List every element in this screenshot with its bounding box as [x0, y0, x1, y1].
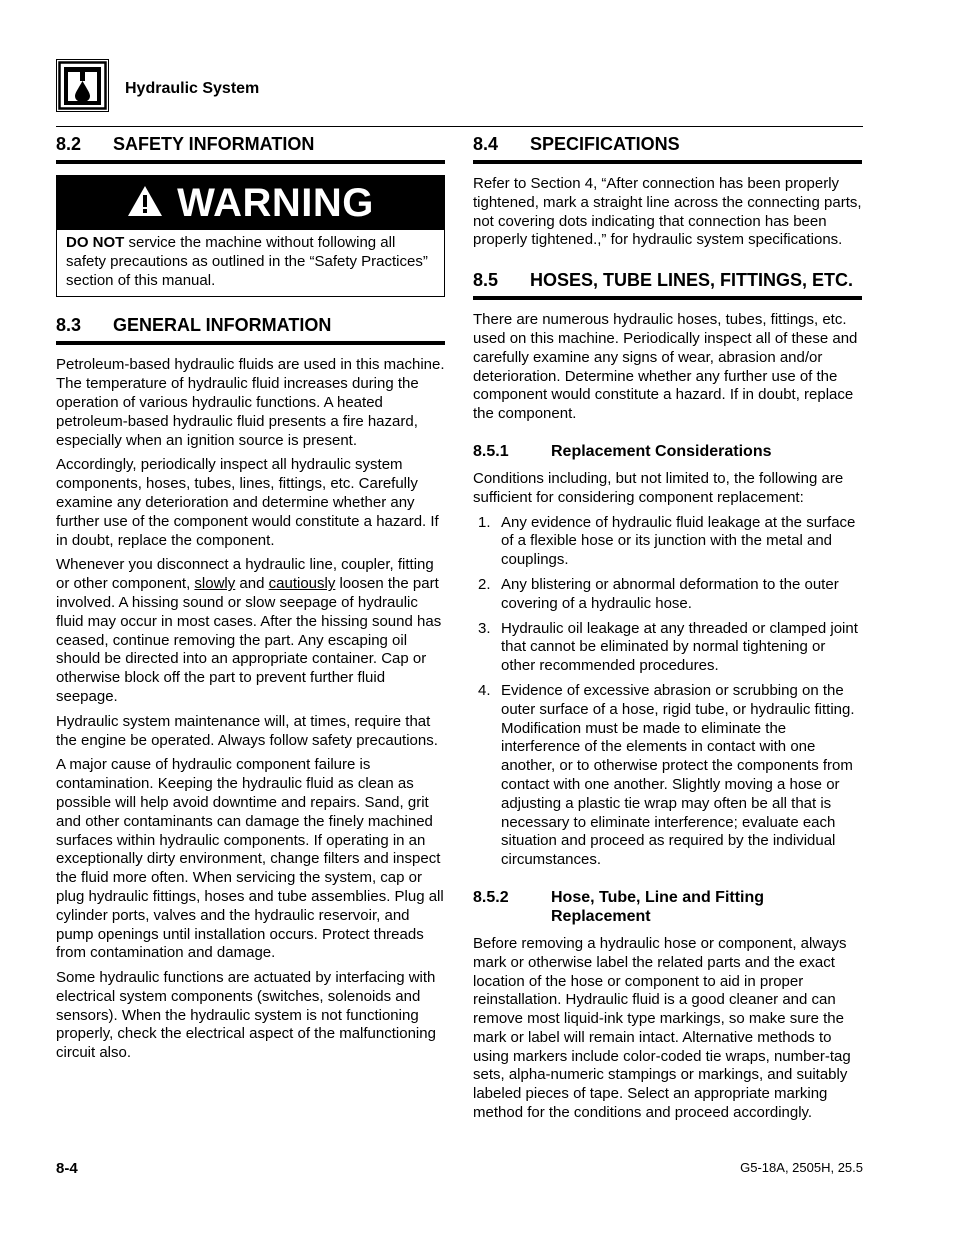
- paragraph: Conditions including, but not limited to, the following are sufficient for considering component replacement:: [473, 469, 844, 506]
- list-text: Any blistering or abnormal deformation to the outer covering of a hydraulic hose.: [501, 575, 839, 612]
- heading-number: 8.5.2: [473, 888, 509, 906]
- warning-banner: [57, 176, 444, 230]
- heading-title: SAFETY INFORMATION: [113, 134, 315, 154]
- warning-label: WARNING: [177, 180, 374, 225]
- paragraph: Accordingly, periodically inspect all hydraulic system components, hoses, tubes, lines, fittings, etc. Carefully examine any deterioration and determine whether any further use of the component would constitute a hazard. If in doubt, replace the component.: [56, 456, 439, 549]
- warning-box: [56, 175, 445, 297]
- header-divider: [56, 126, 863, 127]
- replacement-list: [473, 514, 862, 870]
- underlined-text: slowly: [194, 575, 236, 593]
- list-text: Evidence of excessive abrasion or scrubbing on the outer surface of a hose, rigid tube, or hydraulic fitting. Modification must be made to eliminate the interference of the elements in contact with one another, or to otherwise protect the components from contact with one another. Slightly moving a hose or adjusting a plastic tie wrap may often be all that is necessary to eliminate interference; evaluate each situation and proceed as required by the individual circumstances.: [501, 681, 855, 869]
- warning-triangle-icon: [127, 185, 163, 222]
- underlined-text: cautiously: [268, 575, 336, 593]
- warning-emphasis: DO NOT: [66, 234, 125, 251]
- document-id: G5-18A, 2505H, 25.5: [740, 1160, 863, 1175]
- text-run: loosen the part involved. A hissing sound or slow seepage of hydraulic fluid may occur in most cases. After the hissing sound has ceased, continue removing the part. Any escaping oil should be directed into an appropriate container. Cap or otherwise block off the part to prevent further fluid seepage.: [56, 575, 442, 705]
- heading-number: 8.5: [473, 270, 499, 291]
- heading-number: 8.4: [473, 134, 499, 154]
- paragraph: Some hydraulic functions are actuated by interfacing with electrical system components (switches, solenoids and sensors). When the hydraulic system is not functioning properly, check the electrical aspect of the malfunctioning circuit also.: [56, 969, 436, 1062]
- paragraph: [56, 556, 445, 706]
- list-item: [473, 514, 862, 570]
- section-header-title: Hydraulic System: [125, 80, 260, 97]
- heading-title: Replacement Considerations: [551, 442, 772, 460]
- heading-number: 8.5.1: [473, 442, 509, 460]
- heading-8-2: [56, 134, 445, 164]
- heading-8-4: [473, 134, 862, 164]
- heading-8-5-2: [473, 888, 862, 926]
- list-number: 4.: [478, 681, 491, 699]
- paragraph: Before removing a hydraulic hose or component, always mark or otherwise label the related parts and the exact location of the hose or component to aid in proper reinstallation. Hydraulic fluid is a good cleaner and can remove most liquid-ink type markings, so make sure the mark or label will remain intact. Alternative methods to using markers include color-coded tie wraps, number-tag sets, alpha-numeric stampings or markings, and suitably labeled pieces of tape. Select an appropriate marking method for the conditions and proceed accordingly.: [473, 934, 851, 1122]
- text-run: Whenever you disconnect a hydraulic line, coupler, fitting or other component,: [56, 556, 434, 593]
- hydraulic-press-icon: [56, 59, 109, 112]
- paragraph: A major cause of hydraulic component failure is contamination. Keeping the hydraulic fluid as clean as possible will help avoid downtime and repairs. Sand, grit and other contaminants can damage the finely machined surfaces within hydraulic components. If operating in an exceptionally dirty environment, change filters and inspect the fluid more often. When servicing the system, cap or plug hydraulic fittings, hoses and tube assemblies. Plug all cylinder ports, valves and the hydraulic reservoir, and pump openings until installation occurs. Protect threads from contamination and damage.: [56, 756, 444, 962]
- paragraph: There are numerous hydraulic hoses, tubes, fittings, etc. used on this machine. Periodically inspect all of these and carefully examine any signs of wear, abrasion and/or deterioration. Determine whether any further use of the component would constitute a hazard. If in doubt, replace the component.: [473, 311, 858, 423]
- paragraph: Refer to Section 4, “After connection has been properly tightened, mark a straight line across the connecting parts, not covering dots indicating that connection has been properly tightened.,” for hydraulic system specifications.: [473, 175, 862, 249]
- left-column: [56, 134, 445, 1069]
- list-item: [473, 620, 862, 676]
- paragraph: Hydraulic system maintenance will, at times, require that the engine be operated. Always follow safety precautions.: [56, 712, 438, 749]
- heading-title: Hose, Tube, Line and Fitting Replacement: [551, 888, 765, 925]
- list-item: [473, 682, 862, 870]
- heading-8-3: [56, 315, 445, 345]
- heading-title: SPECIFICATIONS: [530, 134, 680, 154]
- list-text: Any evidence of hydraulic fluid leakage at the surface of a flexible hose or its junction with the metal and couplings.: [501, 513, 856, 569]
- warning-message: service the machine without following all safety precautions as outlined in the “Safety Practices” section of this manual.: [66, 234, 428, 289]
- heading-8-5-1: [473, 442, 862, 461]
- heading-8-5: [473, 270, 862, 300]
- paragraph: Petroleum-based hydraulic fluids are used in this machine. The temperature of hydraulic fluid increases during the operation of various hydraulic functions. A heated petroleum-based hydraulic fluid presents a fire hazard, especially when an ignition source is present.: [56, 356, 445, 449]
- list-number: 3.: [478, 619, 491, 637]
- warning-text: [57, 230, 444, 296]
- text-run: and: [235, 575, 269, 593]
- list-item: [473, 576, 862, 614]
- right-column: [473, 134, 862, 1129]
- page-number: 8-4: [56, 1160, 78, 1177]
- heading-number: 8.3: [56, 315, 82, 336]
- list-number: 2.: [478, 575, 491, 593]
- heading-number: 8.2: [56, 134, 82, 154]
- list-number: 1.: [478, 513, 491, 531]
- list-text: Hydraulic oil leakage at any threaded or clamped joint that cannot be eliminated by normal tightening or other recommended procedures.: [501, 619, 858, 675]
- heading-title: HOSES, TUBE LINES, FITTINGS, ETC.: [530, 270, 854, 291]
- heading-title: GENERAL INFORMATION: [113, 315, 332, 336]
